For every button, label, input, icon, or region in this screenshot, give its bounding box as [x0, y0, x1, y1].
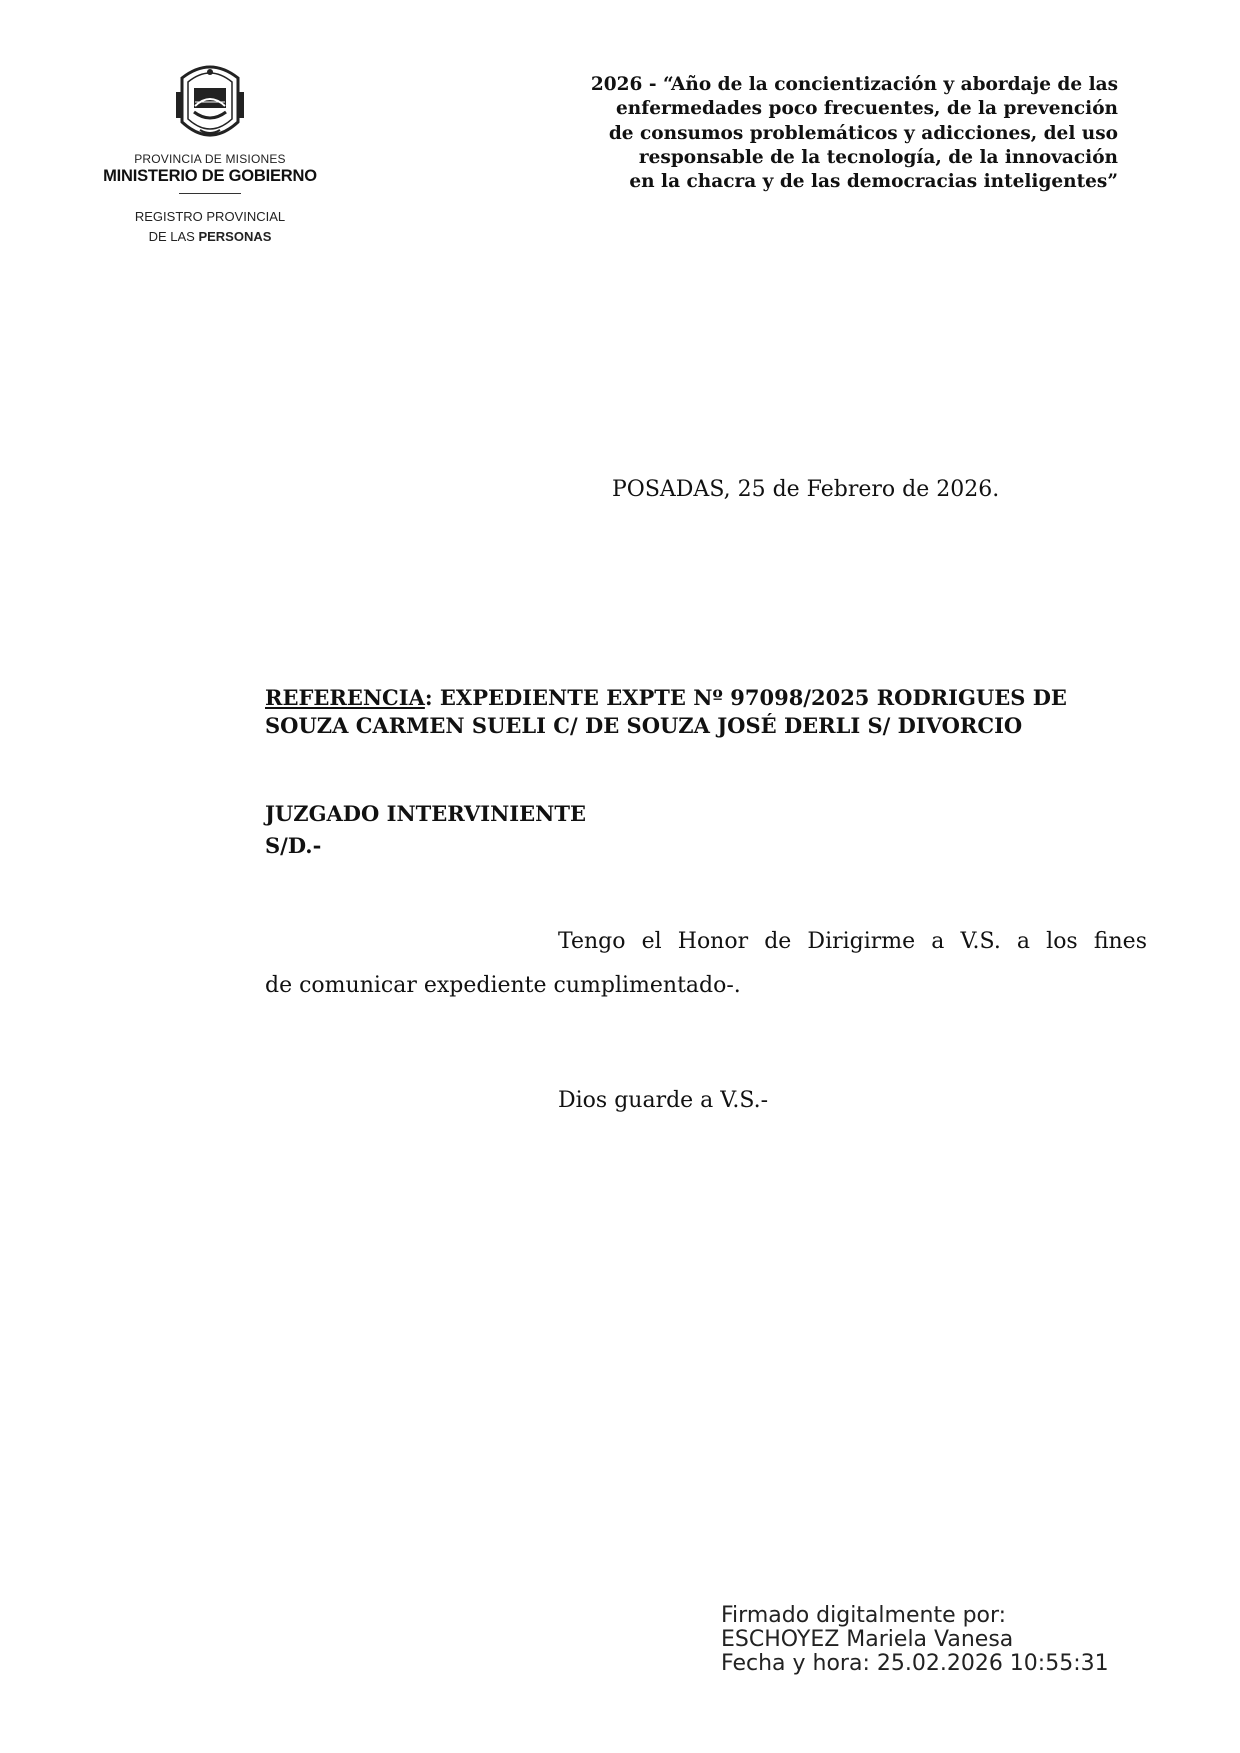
- body-line-2: de comunicar expediente cumplimentado-.: [265, 973, 741, 998]
- logo-divider: [179, 193, 241, 194]
- registry-name: [92, 207, 328, 247]
- digital-signature: [721, 1604, 1109, 1676]
- year-motto-line: enfermedades poco frecuentes, de la prevención: [616, 98, 1118, 120]
- year-motto-line: responsable de la tecnología, de la innovación: [638, 146, 1118, 168]
- reference-line-1: [265, 684, 1145, 712]
- province-name: PROVINCIA DE MISIONES: [134, 152, 286, 166]
- addressee-sd: S/D.-: [265, 833, 322, 858]
- signature-line-1: Firmado digitalmente por:: [721, 1603, 1007, 1628]
- registry-line-2-prefix: DE LAS: [148, 229, 199, 244]
- letterhead-logo: [92, 58, 328, 247]
- ministry-name: MINISTERIO DE GOBIERNO: [103, 167, 317, 185]
- registry-line-1: REGISTRO PROVINCIAL: [134, 209, 286, 224]
- signature-timestamp: Fecha y hora: 25.02.2026 10:55:31: [721, 1651, 1109, 1676]
- year-motto: [518, 73, 1118, 194]
- year-motto-line: 2026 - “Año de la concientización y abordaje de las: [590, 74, 1118, 95]
- year-motto-line: en la chacra y de las democracias inteligentes”: [629, 171, 1118, 193]
- registry-line-2: [92, 227, 328, 247]
- provincial-seal-icon: [164, 58, 256, 146]
- closing-line: Dios guarde a V.S.-: [558, 1088, 769, 1113]
- year-motto-line: de consumos problemáticos y adicciones, del uso: [608, 122, 1118, 144]
- addressee-block: [265, 798, 586, 862]
- letter-body: [265, 920, 1147, 1008]
- addressee-court: JUZGADO INTERVINIENTE: [265, 801, 586, 826]
- signature-signer: ESCHOYEZ Mariela Vanesa: [721, 1627, 1014, 1652]
- reference-label: REFERENCIA: [265, 685, 425, 710]
- reference-line-2: SOUZA CARMEN SUELI C/ DE SOUZA JOSÉ DERLI S/ DIVORCIO: [265, 713, 1023, 738]
- reference-block: [265, 684, 1145, 740]
- registry-line-2-bold: PERSONAS: [198, 229, 272, 244]
- date-line: POSADAS, 25 de Febrero de 2026.: [612, 477, 1000, 502]
- body-line-1: Tengo el Honor de Dirigirme a V.S. a los fines: [558, 929, 1147, 954]
- reference-case-number: : EXPEDIENTE EXPTE Nº 97098/2025 RODRIGUES DE: [424, 685, 1067, 710]
